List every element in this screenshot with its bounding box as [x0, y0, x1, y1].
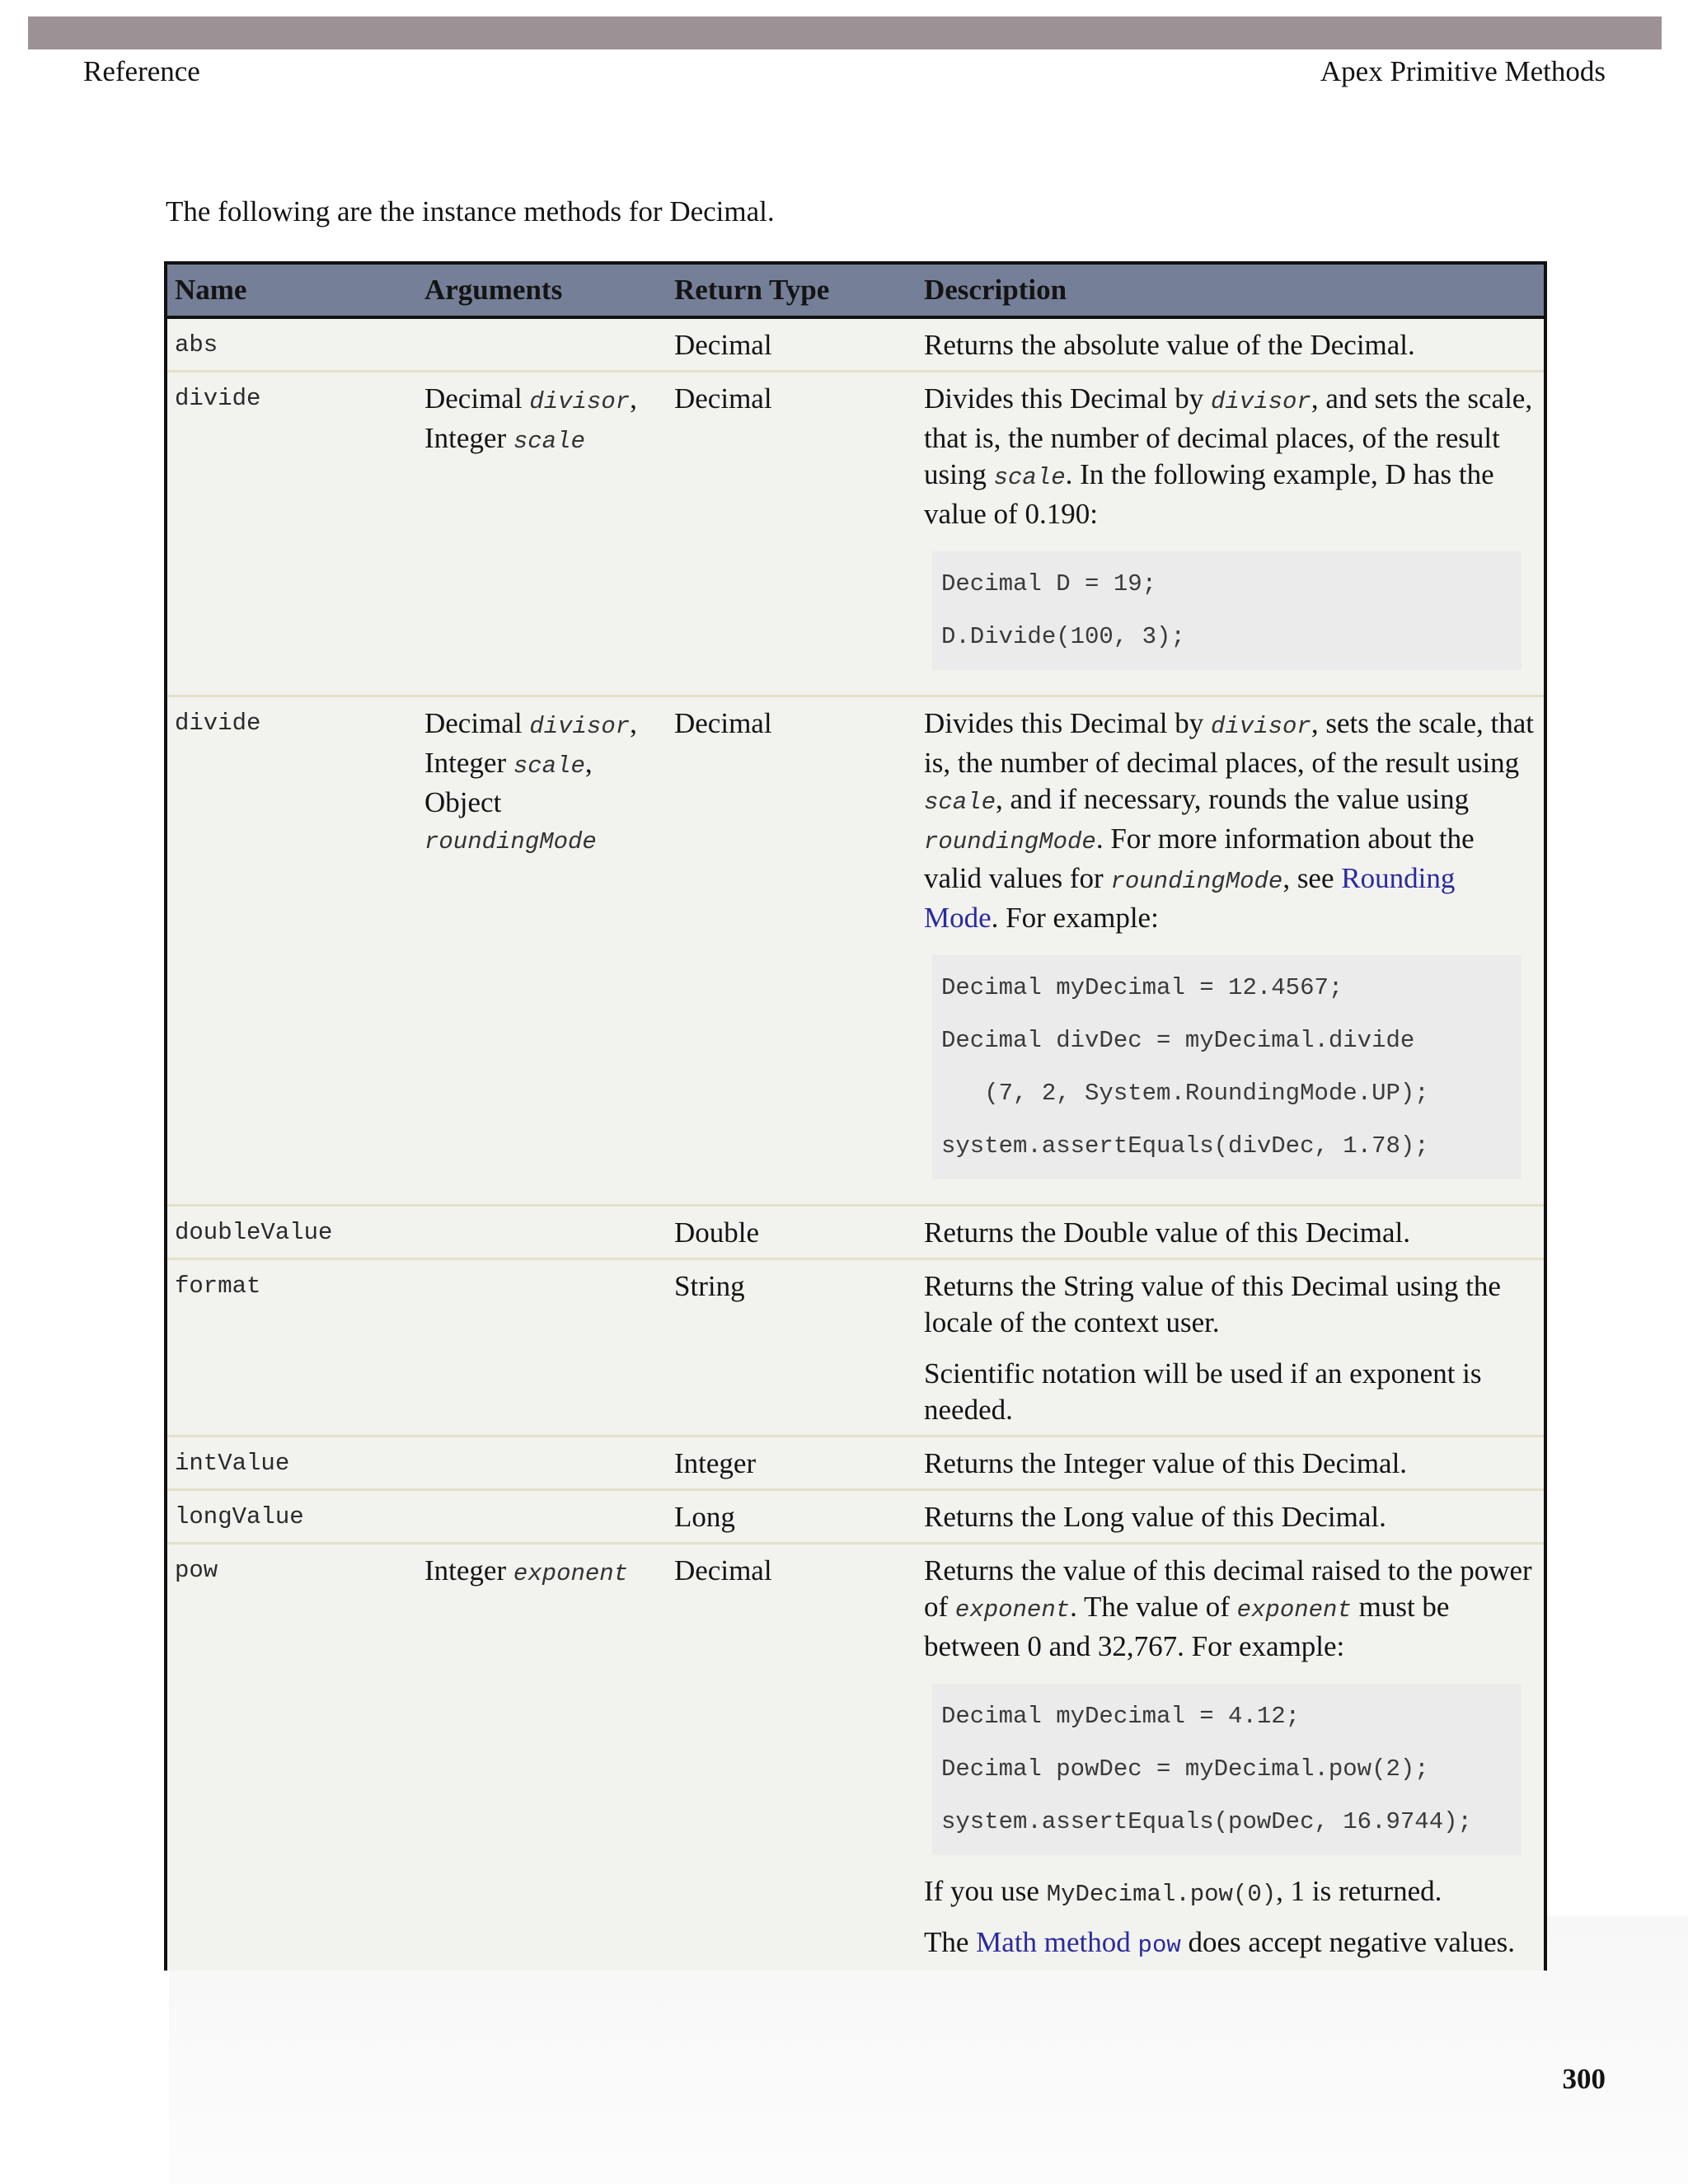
- argument-name: divisor: [529, 713, 631, 740]
- description-text: must be between 0 and 32,767. For example:: [924, 1591, 1450, 1662]
- running-header-right: Apex Primitive Methods: [1320, 55, 1606, 87]
- return-type: Double: [674, 1216, 760, 1249]
- column-header-name: Name: [175, 274, 247, 306]
- return-type: Decimal: [674, 1554, 772, 1586]
- method-description: [917, 373, 1544, 695]
- method-arguments: [417, 1544, 667, 1971]
- column-header-arguments: Arguments: [424, 274, 563, 306]
- page-number: 300: [1562, 2063, 1606, 2095]
- method-description: [917, 697, 1544, 1204]
- method-name: divide: [175, 385, 261, 412]
- page-top-bar: [28, 16, 1662, 49]
- return-type: String: [674, 1270, 745, 1302]
- method-arguments: [417, 319, 667, 370]
- method-arguments: [417, 1491, 667, 1542]
- return-type: Decimal: [674, 382, 772, 415]
- method-name: doubleValue: [175, 1219, 333, 1246]
- code-line: system.assertEquals(powDec, 16.9744);: [941, 1808, 1472, 1835]
- return-type: Decimal: [674, 707, 772, 739]
- description-text: , sets the scale, that is, the number of decimal places, of the result using: [924, 707, 1535, 779]
- table-row: [167, 1437, 1544, 1491]
- table-row: [167, 373, 1544, 697]
- intro-paragraph: The following are the instance methods for Decimal.: [166, 195, 775, 227]
- description-text: . For more information about the valid values for: [924, 823, 1475, 894]
- inline-code: roundingMode: [1110, 868, 1283, 895]
- inline-code: scale: [993, 464, 1066, 491]
- method-name: longValue: [175, 1503, 304, 1530]
- argument-name: scale: [513, 752, 585, 780]
- code-line: Decimal D = 19;: [941, 570, 1157, 598]
- inline-code: exponent: [954, 1596, 1071, 1624]
- argument-type: Integer: [424, 422, 507, 454]
- table-row: [167, 697, 1544, 1207]
- method-description: Returns the Integer value of this Decimal.: [924, 1447, 1408, 1479]
- method-description: [917, 1544, 1544, 1971]
- description-text: [924, 1924, 1536, 1964]
- rounding-mode-link[interactable]: Rounding Mode: [924, 862, 1456, 934]
- method-description: Returns the Double value of this Decimal.: [924, 1216, 1410, 1249]
- method-arguments: Decimal divisor, Integer scale, Object roundingMode: [424, 707, 637, 855]
- table-row: [167, 1207, 1544, 1260]
- after-text: If you use: [924, 1875, 1047, 1907]
- inline-code: divisor: [1211, 713, 1311, 740]
- math-pow-link[interactable]: pow: [1137, 1932, 1181, 1959]
- method-arguments: Decimal divisor, Integer scale: [424, 382, 637, 455]
- method-name: divide: [175, 710, 261, 737]
- description-text: Divides this Decimal by: [924, 707, 1212, 739]
- argument-type: Object: [424, 786, 502, 818]
- table-row: [167, 1544, 1544, 1971]
- method-arguments: [417, 1260, 667, 1435]
- argument-name: divisor: [529, 388, 631, 415]
- description-text: . In the following example, D has the value of 0.190:: [924, 458, 1494, 530]
- table-row: [167, 319, 1544, 373]
- running-header-left: Reference: [83, 55, 200, 87]
- return-type: Long: [674, 1501, 735, 1533]
- description-text: Divides this Decimal by: [924, 382, 1212, 415]
- method-description: Returns the absolute value of the Decimal.: [924, 329, 1415, 361]
- description-text: . The value of: [1070, 1591, 1237, 1623]
- argument-name: roundingMode: [424, 828, 597, 855]
- argument-type: Integer: [424, 747, 507, 779]
- argument-type: Decimal: [424, 382, 523, 415]
- description-text: [924, 1873, 1536, 1913]
- code-line: (7, 2, System.RoundingMode.UP);: [941, 1080, 1429, 1107]
- method-description: Returns the Long value of this Decimal.: [924, 1501, 1386, 1533]
- return-type: Decimal: [674, 329, 772, 361]
- inline-code: MyDecimal.pow(0): [1046, 1881, 1277, 1908]
- after-text: does accept negative values.: [1180, 1926, 1515, 1958]
- table-row: [167, 1491, 1544, 1544]
- argument-name: scale: [513, 428, 585, 455]
- method-name: intValue: [175, 1450, 290, 1477]
- description-text: , and if necessary, rounds the value using: [996, 783, 1470, 815]
- table-row: [167, 1260, 1544, 1437]
- description-text: Returns the value of this decimal raised to the power of: [924, 1554, 1532, 1623]
- description-text: Scientific notation will be used if an exponent is needed.: [924, 1357, 1482, 1426]
- code-line: Decimal myDecimal = 4.12;: [941, 1703, 1301, 1730]
- code-example: [932, 955, 1522, 1179]
- code-line: system.assertEquals(divDec, 1.78);: [941, 1132, 1429, 1160]
- inline-code: exponent: [1236, 1596, 1352, 1624]
- argument-name: exponent: [513, 1560, 629, 1587]
- after-text: , 1 is returned.: [1276, 1875, 1442, 1907]
- inline-code: scale: [924, 789, 996, 816]
- inline-code: roundingMode: [924, 828, 1096, 855]
- description-text: , and sets the scale, that is, the number of decimal places, of the result using: [924, 382, 1533, 490]
- code-line: Decimal powDec = myDecimal.pow(2);: [941, 1755, 1429, 1783]
- return-type: Integer: [674, 1447, 757, 1479]
- inline-code: divisor: [1211, 388, 1311, 415]
- column-header-description: Description: [924, 274, 1067, 306]
- description-text: . For example:: [991, 902, 1159, 934]
- decimal-methods-table: [164, 261, 1547, 1971]
- code-example: [932, 551, 1522, 670]
- code-line: Decimal myDecimal = 12.4567;: [941, 974, 1343, 1001]
- argument-type: Integer: [424, 1554, 507, 1586]
- description-text: , see: [1282, 862, 1342, 894]
- description-text: Returns the String value of this Decimal using the locale of the context user.: [924, 1270, 1501, 1338]
- after-text: The: [924, 1926, 977, 1958]
- method-arguments: [417, 1437, 667, 1488]
- code-line: Decimal divDec = myDecimal.divide: [941, 1027, 1415, 1054]
- table-header-row: [167, 265, 1544, 319]
- method-description: [917, 1260, 1544, 1435]
- method-name: abs: [175, 331, 218, 359]
- method-arguments: [417, 1207, 667, 1258]
- math-method-link[interactable]: Math method: [976, 1926, 1138, 1958]
- method-name: pow: [175, 1557, 218, 1584]
- code-example: [932, 1684, 1522, 1855]
- argument-type: Decimal: [424, 707, 523, 739]
- method-name: format: [175, 1272, 261, 1300]
- code-line: D.Divide(100, 3);: [941, 623, 1185, 650]
- column-header-return-type: Return Type: [674, 274, 830, 306]
